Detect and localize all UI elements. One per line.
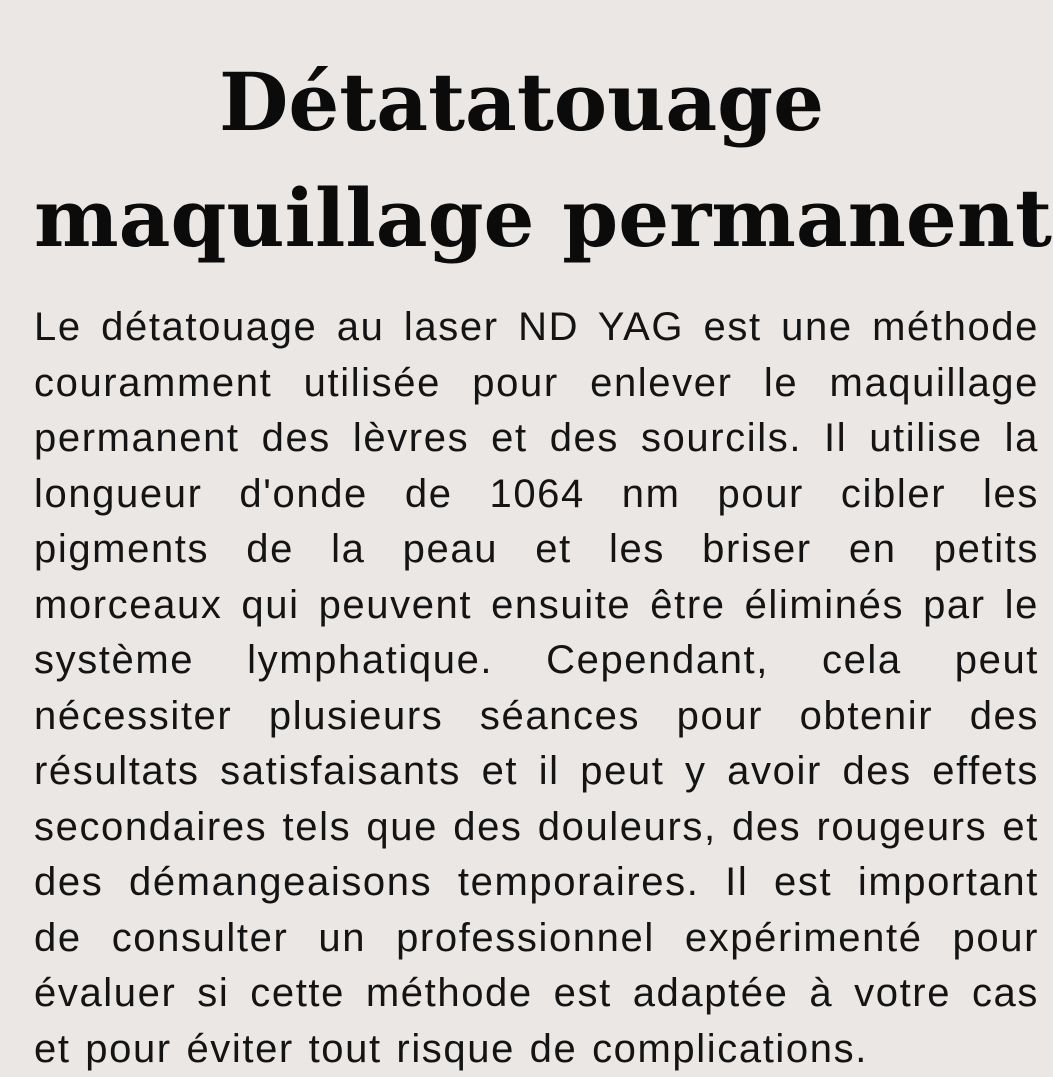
title-line-1: Détatatouage [219, 55, 824, 149]
page-title [34, 0, 1052, 276]
title-line-2: maquillage permanent [34, 171, 1052, 265]
body-paragraph: Le détatouage au laser ND YAG est une méthode couramment utilisée pour enlever le maquillage permanent des lèvres et des sourcils. Il utilise la longueur d'onde de 1064 nm pour cibler les pigments de la peau et les briser en petits morceaux qui peuvent ensuite être éliminés par le système lymphatique. Cependant, cela peut nécessiter plusieurs séances pour obtenir des résultats satisfaisants et il peut y avoir des effets secondaires tels que des douleurs, des rougeurs et des démangeaisons temporaires. Il est important de consulter un professionnel expérimenté pour évaluer si cette méthode est adaptée à votre cas et pour éviter tout risque de complications. [34, 305, 1039, 1071]
